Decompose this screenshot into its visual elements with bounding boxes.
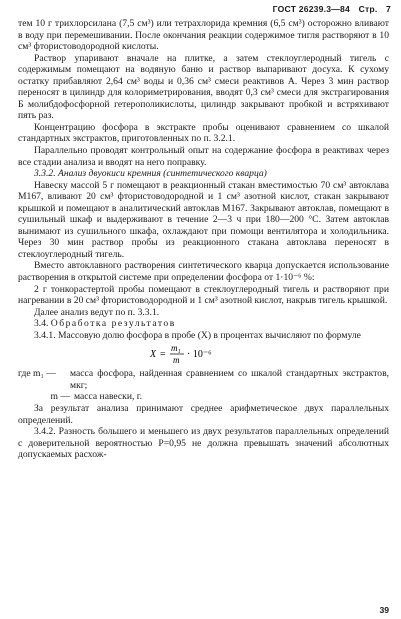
paragraph: Вместо автоклавного растворения синтетического кварца допускается использование растворения в открытой системе при определении фосфора от 1·10⁻⁶ %: (18, 260, 389, 284)
paragraph: Параллельно проводят контрольный опыт на содержание фосфора в реактивах через все стадии анализа и вводят на него поправку. (18, 145, 389, 168)
paragraph: 3.4.1. Массовую долю фосфора в пробе (X) в процентах вычисляют по формуле (34, 329, 361, 341)
formula-svg (144, 342, 264, 366)
section-heading-3-4: 3.4. Обработка результатов (34, 318, 176, 330)
paragraph: Раствор упаривают вначале на плитке, а затем стеклоуглеродный тигель с содержимым помещают на водяную баню и раствор выпаривают досуха. К сухому остатку прибавляют 2,64 см³ воды и 0,36 см³ смеси реактивов А. Через 3 мин раствор переносят в цилиндр для колориметрирования, вводят 0,3 см³ смеси для экстрагирования Б молибдофосфорной гетерополикислоты, цилиндр закрывают пробкой и встряхивают пять раз. (18, 52, 389, 122)
formula-numerator: m₁ (170, 343, 181, 354)
section-heading-3-3-2: 3.3.2. Анализ двуокиси кремния (синтетического кварца) (34, 168, 267, 180)
formula-lhs: X (149, 349, 156, 361)
page-header (267, 4, 391, 14)
formula-factor: · 10⁻⁶ (186, 349, 212, 361)
page-number: 7 (386, 4, 391, 14)
paragraph: Далее анализ ведут по п. 3.3.1. (34, 306, 160, 318)
standard-code: ГОСТ 26239.3—84 (272, 4, 350, 14)
formula-equals: = (159, 349, 166, 361)
paragraph: 3.4.2. Разность большего и меньшего из двух результатов параллельных определений с доверительной вероятностью P=0,95 не должна превышать значений абсолютных допускаемых расхож- (18, 426, 389, 461)
page-footer-number: 39 (379, 605, 389, 615)
document-body (18, 18, 389, 461)
formula-denominator: m (172, 355, 179, 366)
paragraph: 2 г тонкорастертой пробы помещают в стеклоуглеродный тигель и растворяют при нагревании в 20 см³ фтористоводородной и 1 см³ азотной кислот, накрыв тигель крышкой. (18, 283, 389, 307)
paragraph: тем 10 г трихлорсилана (7,5 см³) или тетрахлорида кремния (6,5 см³) осторожно вливают в воду при перемешивании. После окончания реакции содержимое тигля растворяют в 10 см³ фтористоводородной кислоты. (18, 18, 389, 53)
paragraph: Навеску массой 5 г помещают в реакционный стакан вместимостью 70 см³ автоклава М167, вливают 20 см³ фтористоводородной и 1 см³ азотной кислот, стакан закрывают крышкой и помещают в аналитический автоклав М167. Закрывают автоклав, помещают в сушильный шкаф и выдерживают в течение 2—3 ч при 180—200 °С. Затем автоклав вынимают из сушильного шкафа, охлаждают при помощи вентилятора и холодильника. Через 30 мин раствор пробы из реакционного стакана автоклава переносят в стеклоуглеродный тигель. (18, 179, 389, 260)
page-label: Стр. (358, 4, 378, 14)
formula (18, 342, 389, 366)
where-m1: где m₁ — масса фосфора, найденная сравнением со шкалой стандартных экстрактов, мкг; (18, 368, 389, 391)
paragraph: За результат анализа принимают среднее арифметическое двух параллельных определений. (18, 402, 389, 426)
paragraph: Концентрацию фосфора в экстракте пробы оценивают сравнением со шкалой стандартных экстрактов, приготовленных по п. 3.2.1. (18, 121, 389, 145)
where-m: m — масса навески, г. (50, 391, 143, 403)
